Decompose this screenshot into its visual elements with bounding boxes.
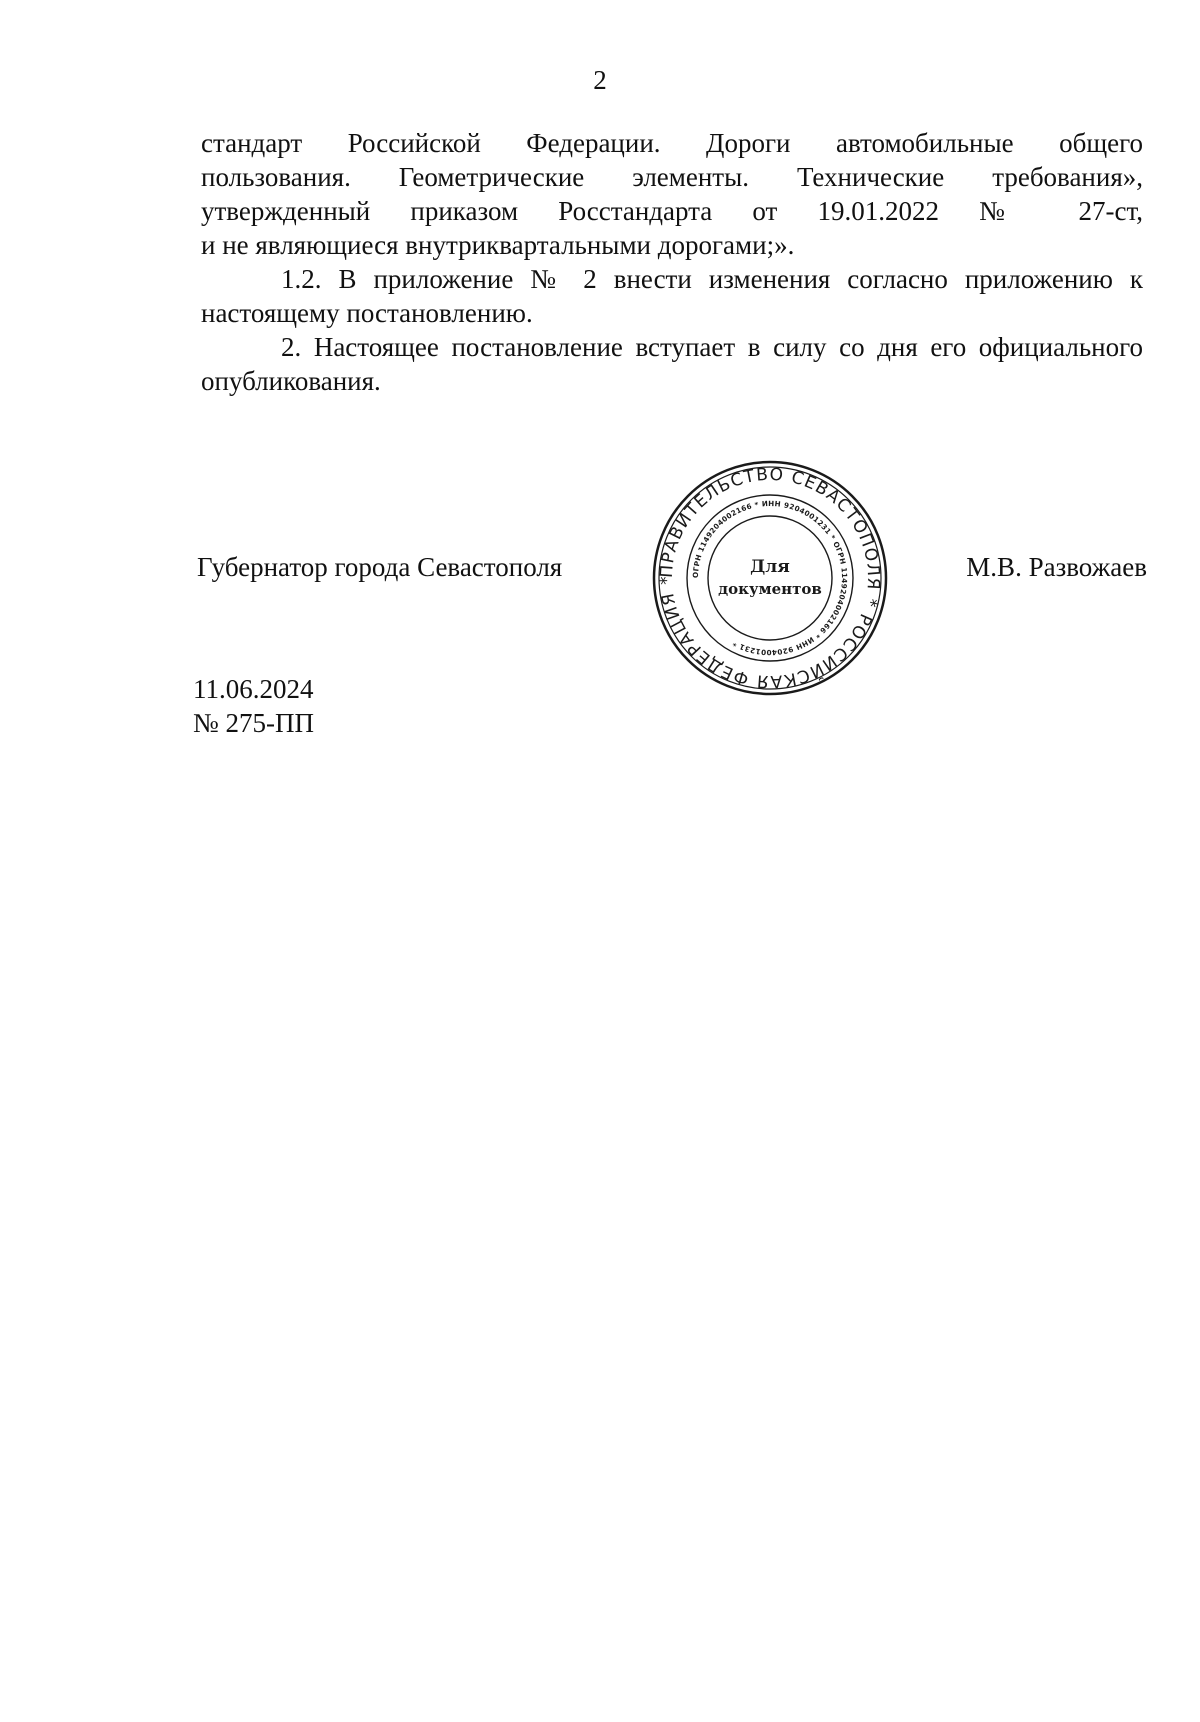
seal-outer-ring (654, 462, 886, 694)
seal-graphic (650, 458, 890, 698)
seal-outer-text: ПРАВИТЕЛЬСТВО СЕВАСТОПОЛЯ * РОССИЙСКАЯ ФЕДЕРАЦИЯ * (656, 464, 884, 692)
seal-inner-ring (708, 516, 832, 640)
document-number: № 275-ПП (193, 708, 314, 738)
seal-inner-text: ОГРН 1149204002166 * ИНН 9204001231 * ОГРН 1149204002166 * ИНН 9204001231 * (690, 498, 850, 658)
official-seal (650, 458, 890, 698)
document-date: 11.06.2024 (193, 674, 314, 704)
body-line-1: стандарт Российской Федерации. Дороги автомобильные общего (201, 128, 1143, 158)
signatory-position: Губернатор города Севастополя (197, 552, 563, 582)
page-number: 2 (593, 65, 607, 95)
seal-center-line-2: документов (718, 580, 822, 598)
body-line-2: пользования. Геометрические элементы. Технические требования», (201, 162, 1143, 192)
seal-middle-ring (687, 495, 853, 661)
body-line-4: и не являющиеся внутриквартальными дорогами;». (201, 230, 795, 260)
body-line-3: утвержденный приказом Росстандарта от 19.01.2022 № 27-ст, (201, 196, 1143, 226)
signatory-name: М.В. Развожаев (966, 552, 1147, 582)
document-body (201, 126, 1143, 398)
seal-center-line-1: Для (750, 557, 790, 577)
paragraph-2: 2. Настоящее постановление вступает в силу со дня его официального опубликования. (201, 332, 1143, 396)
paragraph-1-2: 1.2. В приложение № 2 внести изменения согласно приложению к настоящему постановлению. (201, 264, 1143, 328)
